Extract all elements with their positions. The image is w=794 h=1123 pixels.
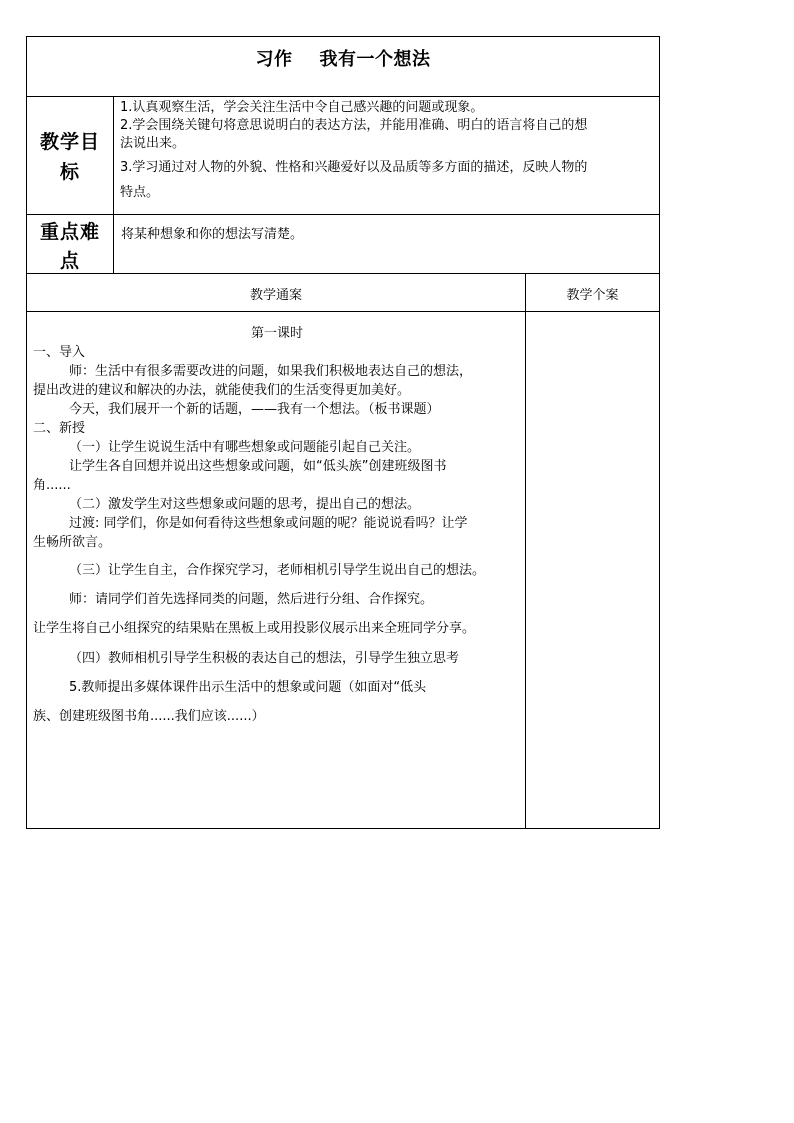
goal-item-2: 2.学会围绕关键句将意思说明白的表达方法，并能用准确、明白的语言将自己的想 bbox=[120, 118, 588, 133]
goal-item-2-cont: 法说出来。 bbox=[120, 136, 186, 151]
goals-label-cell bbox=[26, 96, 114, 215]
content-line: 让学生各自回想并说出这些想象或问题，如“低头族”创建班级图书 bbox=[69, 459, 447, 474]
content-line: 角...... bbox=[33, 478, 71, 493]
goals-label-line1: 教学目 bbox=[39, 131, 100, 153]
section-new: 二、新授 bbox=[33, 421, 86, 436]
content-line: （一）让学生说说生活中有哪些想象或问题能引起自己关注。 bbox=[69, 440, 421, 455]
main-column-title: 教学通案 bbox=[249, 288, 302, 303]
content-line: 让学生将自己小组探究的结果贴在黑板上或用投影仪展示出来全班同学分享。 bbox=[33, 621, 476, 636]
content-line: 生畅所欲言。 bbox=[33, 535, 112, 550]
keypoints-content-cell bbox=[113, 214, 660, 274]
goals-list bbox=[120, 99, 658, 203]
content-line: 5.教师提出多媒体课件出示生活中的想象或问题（如面对“低头 bbox=[69, 680, 427, 695]
title-cell bbox=[26, 36, 660, 97]
content-line: 族、创建班级图书角......我们应该......） bbox=[33, 709, 265, 724]
keypoints-label-line2: 点 bbox=[59, 250, 80, 272]
keypoints-text: 将某种想象和你的想法写清楚。 bbox=[121, 227, 304, 242]
page-title: 习作 我有一个想法 bbox=[255, 49, 431, 70]
side-content-cell bbox=[525, 311, 660, 829]
content-line: 过渡: 同学们，你是如何看待这些想象或问题的呢？能说说看吗？让学 bbox=[69, 516, 468, 531]
goals-label-line2: 标 bbox=[59, 161, 80, 183]
main-content-cell bbox=[26, 311, 526, 829]
content-line: （二）激发学生对这些想象或问题的思考，提出自己的想法。 bbox=[69, 497, 421, 512]
goal-item-3: 3.学习通过对人物的外貌、性格和兴趣爱好以及品质等多方面的描述，反映人物的 bbox=[120, 160, 588, 175]
content-line: 师：生活中有很多需要改进的问题，如果我们积极地表达自己的想法， bbox=[69, 364, 473, 379]
side-column-header bbox=[525, 273, 660, 312]
main-column-header bbox=[26, 273, 526, 312]
section-intro: 一、导入 bbox=[33, 345, 86, 360]
content-line: 今天，我们展开一个新的话题，——我有一个想法。（板书课题） bbox=[69, 402, 440, 417]
goal-item-3-cont: 特点。 bbox=[120, 185, 160, 200]
content-line: （三）让学生自主，合作探究学习，老师相机引导学生说出自己的想法。 bbox=[69, 563, 486, 578]
content-line: 师：请同学们首先选择同类的问题，然后进行分组、合作探究。 bbox=[69, 592, 434, 607]
side-column-title: 教学个案 bbox=[566, 288, 619, 303]
goal-item-1: 1.认真观察生活，学会关注生活中令自己感兴趣的问题或现象。 bbox=[120, 100, 484, 115]
keypoints-label-line1: 重点难 bbox=[39, 221, 100, 243]
lesson-heading: 第一课时 bbox=[250, 326, 303, 341]
content-line: （四）教师相机引导学生积极的表达自己的想法，引导学生独立思考 bbox=[69, 651, 460, 666]
goals-content-cell bbox=[113, 96, 660, 215]
content-line: 提出改进的建议和解决的办法，就能使我们的生活变得更加美好。 bbox=[33, 383, 411, 398]
keypoints-label-cell bbox=[26, 214, 114, 274]
